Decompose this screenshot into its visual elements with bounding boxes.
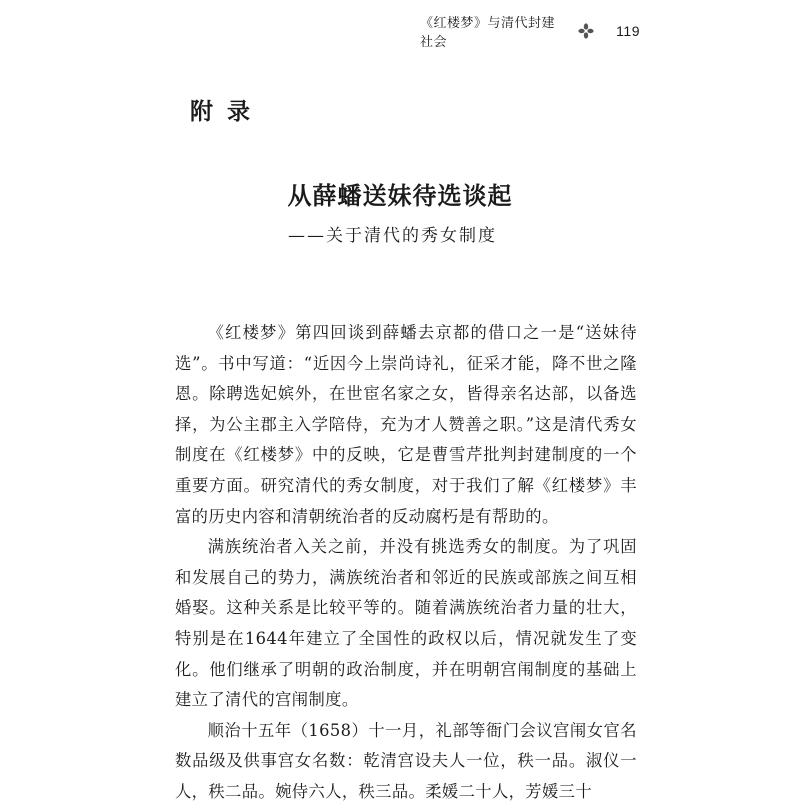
paragraph: 满族统治者入关之前，并没有挑选秀女的制度。为了巩固和发展自己的势力，满族统治者和邻近的民族或部族之间互相婚娶。这种关系是比较平等的。随着满族统治者力量的壮大，特别是在1644年建立了全国性的政权以后，情况就发生了变化。他们继承了明朝的政治制度，并在明朝宫闱制度的基础上建立了清代的宫闱制度。 — [175, 537, 637, 710]
running-head — [420, 16, 640, 50]
paragraph: 顺治十五年（1658）十一月，礼部等衙门会议宫闱女官名数品级及供事宫女名数：乾清宫设夫人一位，秩一品。淑仪一人，秩二品。婉侍六人，秩三品。柔媛二十人，芳媛三十 — [175, 720, 637, 801]
body-text — [175, 318, 637, 808]
flower-ornament-icon — [578, 23, 594, 39]
page-number: 119 — [616, 23, 640, 39]
paragraph: 《红楼梦》第四回谈到薛蟠去京都的借口之一是“送妹待选”。书中写道：“近因今上崇尚诗礼，征采才能，降不世之隆恩。除聘选妃嫔外，在世宦名家之女，皆得亲名达部，以备选择，为公主郡主入学陪侍，充为才人赞善之职。”这是清代秀女制度在《红楼梦》中的反映，它是曹雪芹批判封建制度的一个重要方面。研究清代的秀女制度，对于我们了解《红楼梦》丰富的历史内容和清朝统治者的反动腐朽是有帮助的。 — [175, 323, 637, 526]
article-title: 从薛蟠送妹待选谈起 — [287, 182, 513, 210]
running-head-title: 《红楼梦》与清代封建社会 — [420, 16, 556, 50]
article-subtitle: ——关于清代的秀女制度 — [288, 226, 497, 246]
section-label: 附录 — [190, 99, 264, 125]
